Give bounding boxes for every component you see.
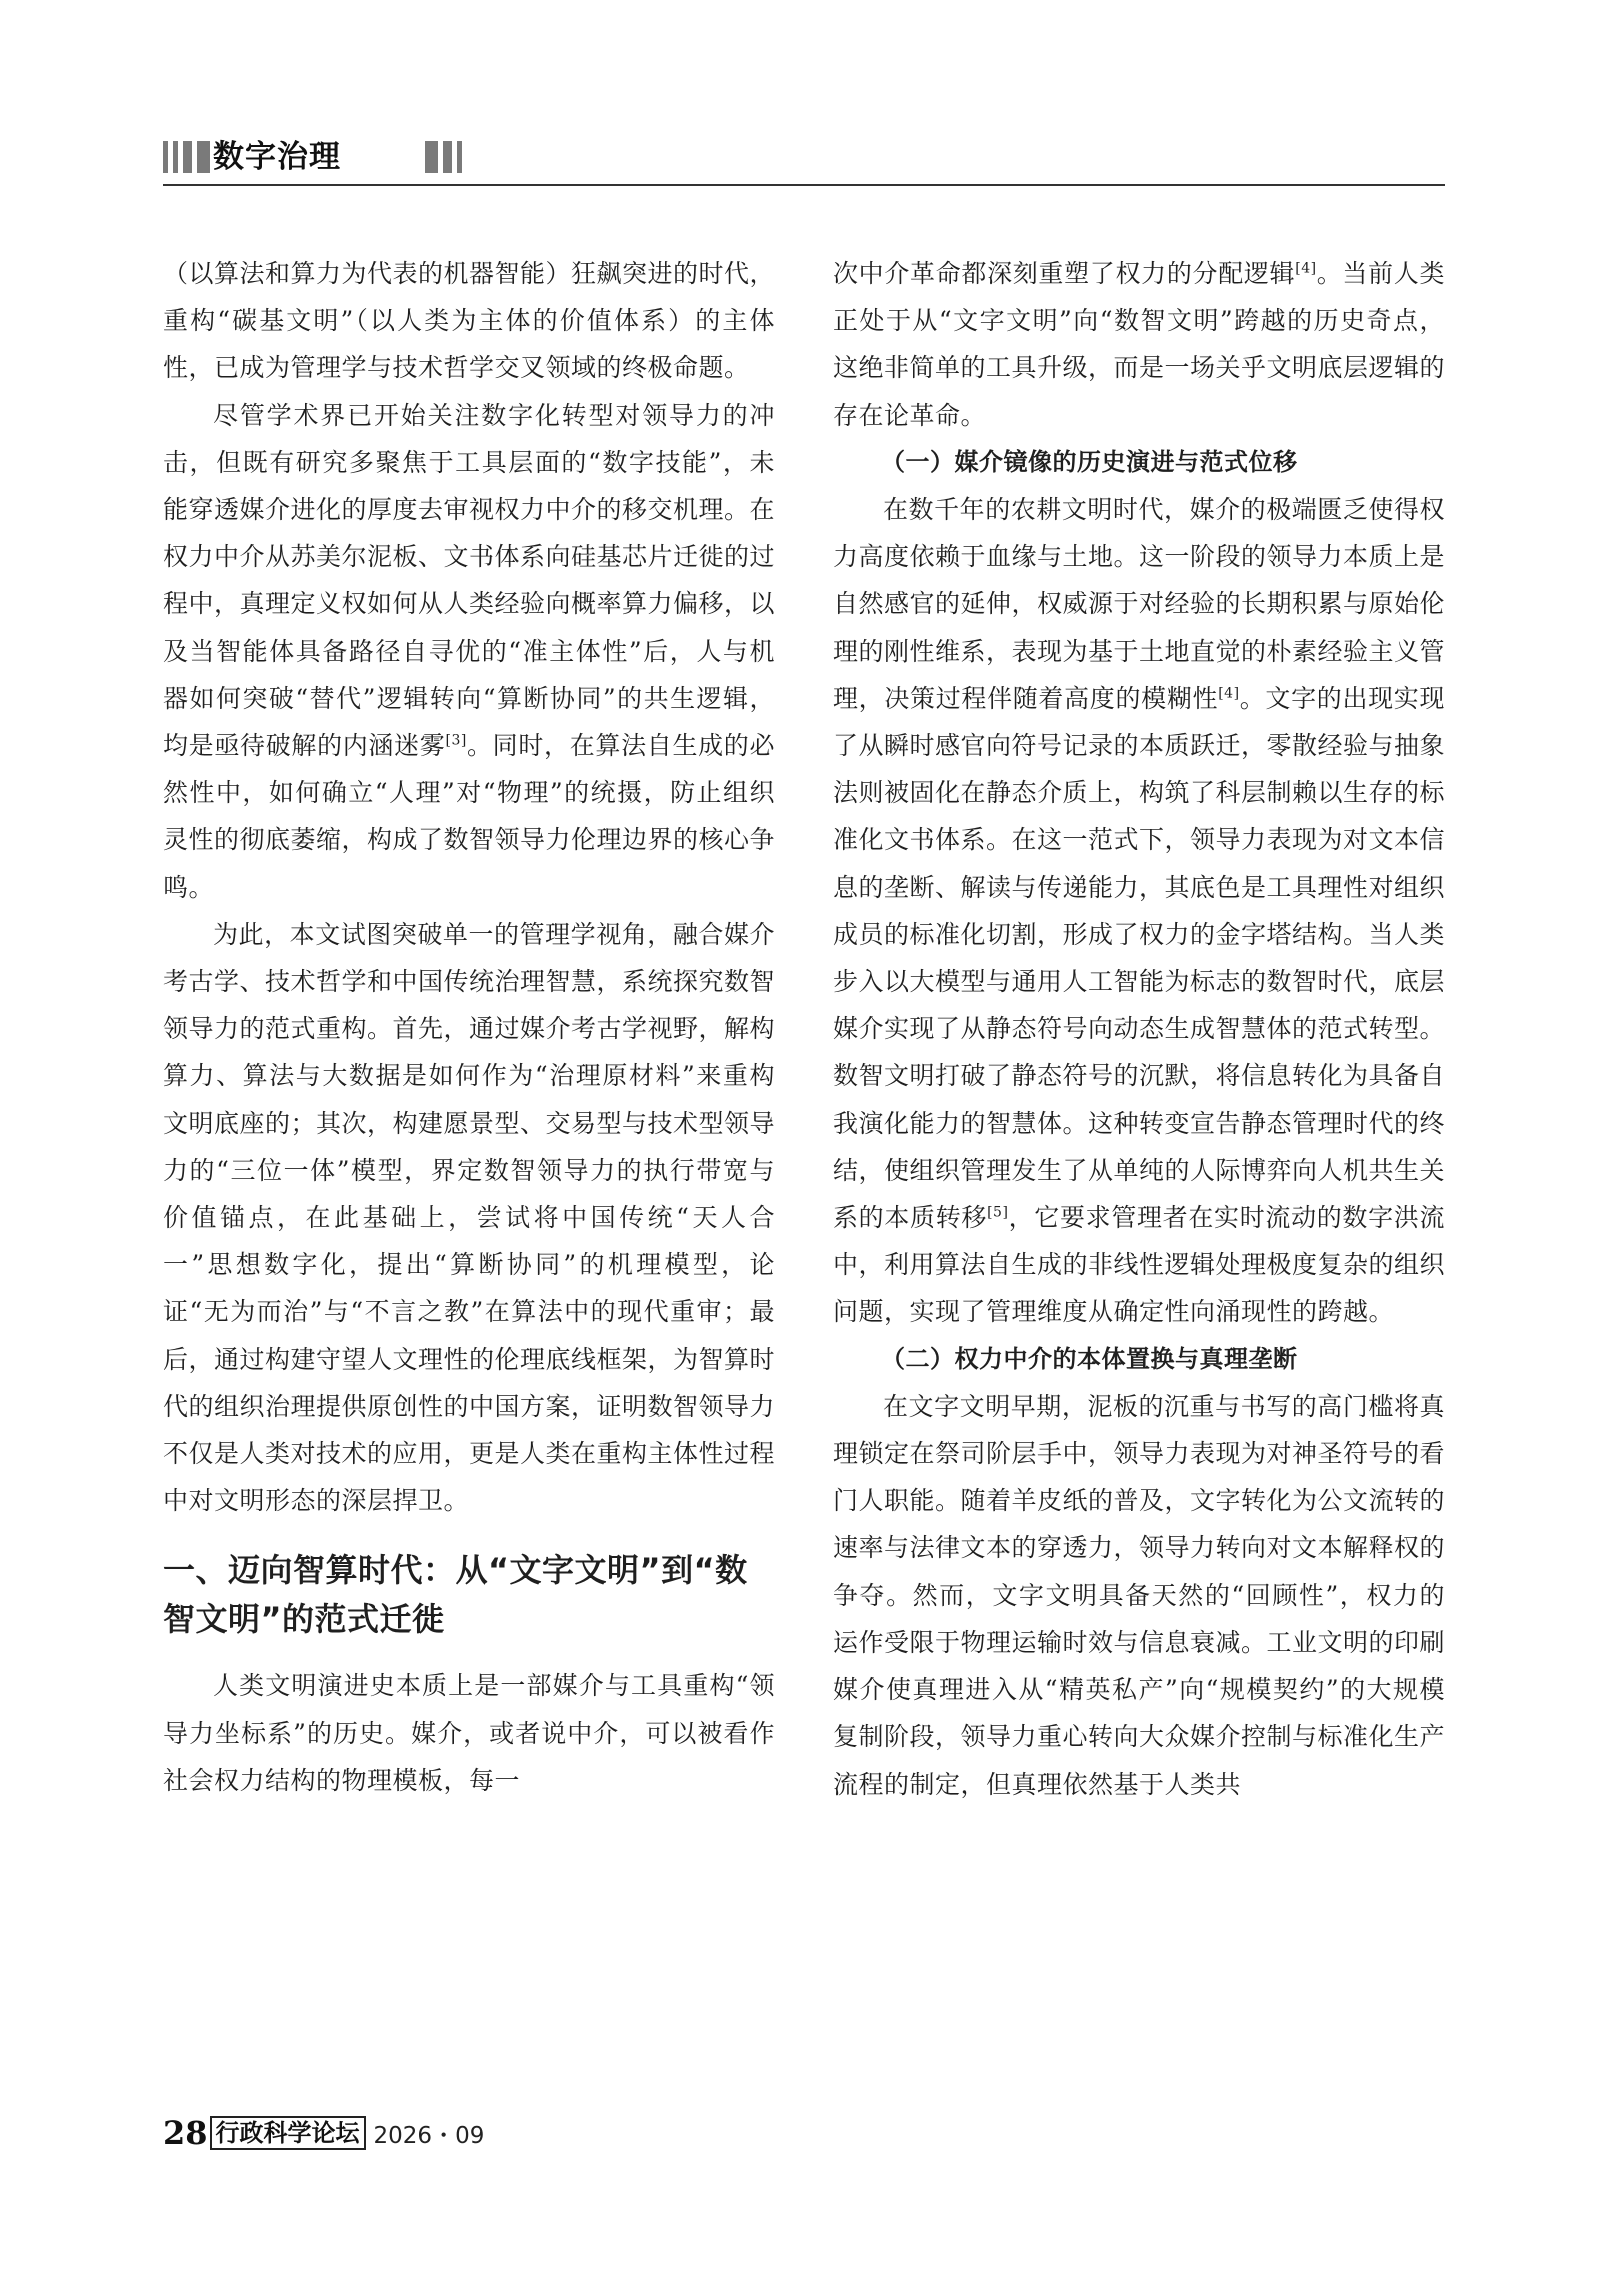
paragraph: 人类文明演进史本质上是一部媒介与工具重构“领导力坐标系”的历史。媒介，或者说中介，可以被看作社会权力结构的物理模板，每一 bbox=[163, 1671, 775, 1795]
paragraph-text: ，它要求管理者在实时流动的数字洪流中，利用算法自生成的非线性逻辑处理极度复杂的组织问题，实现了管理维度从确定性向涌现性的跨越。 bbox=[833, 1203, 1446, 1327]
paragraph: （以算法和算力为代表的机器智能）狂飙突进的时代，重构“碳基文明”（以人类为主体的价值体系）的主体性，已成为管理学与技术哲学交叉领域的终极命题。 bbox=[163, 259, 776, 383]
issue-label: 2026・09 bbox=[373, 2122, 485, 2149]
header-bar bbox=[197, 141, 210, 173]
citation-ref: [4] bbox=[1295, 260, 1317, 277]
citation-ref: [5] bbox=[987, 1204, 1009, 1221]
paragraph-text: 尽管学术界已开始关注数字化转型对领导力的冲击，但既有研究多聚焦于工具层面的“数字技能”，未能穿透媒介进化的厚度去审视权力中介的移交机理。在权力中介从苏美尔泥板、文书体系向硅基芯片迁徙的过程中，真理定义权如何从人类经验向概率算力偏移，以及当智能体具备路径自寻优的“准主体性”后，人与机器如何突破“替代”逻辑转向“算断协同”的共生逻辑，均是亟待破解的内涵迷雾 bbox=[163, 400, 776, 761]
section-label: 数字治理 bbox=[213, 139, 341, 175]
paragraph: 在文字文明早期，泥板的沉重与书写的高门槛将真理锁定在祭司阶层手中，领导力表现为对神圣符号的看门人职能。随着羊皮纸的普及，文字转化为公文流转的速率与法律文本的穿透力，领导力转向对文本解释权的争夺。然而，文字文明具备天然的“回顾性”，权力的运作受限于物理运输时效与信息衰减。工业文明的印刷媒介使真理进入从“精英私产”向“规模契约”的大规模复制阶段，领导力重心转向大众媒介控制与标准化生产流程的制定，但真理依然基于人类共 bbox=[833, 1391, 1446, 1799]
subsection-heading: （一）媒介镜像的历史演进与范式位移 bbox=[881, 447, 1298, 476]
page-number: 28 bbox=[163, 2114, 208, 2152]
header-bar bbox=[173, 141, 178, 173]
page-footer bbox=[163, 2111, 484, 2155]
header-bar bbox=[425, 141, 438, 173]
paragraph bbox=[833, 250, 1445, 439]
header-bar bbox=[457, 141, 462, 173]
header-decoration-right bbox=[425, 141, 462, 173]
paragraph-text: 。文字的出现实现了从瞬时感官向符号记录的本质跃迁，零散经验与抽象法则被固化在静态介质上，构筑了科层制赖以生存的标准化文书体系。在这一范式下，领导力表现为对文本信息的垄断、解读与传递能力，其底色是工具理性对组织成员的标准化切割，形成了权力的金字塔结构。当人类步入以大模型与通用人工智能为标志的数智时代，底层媒介实现了从静态符号向动态生成智慧体的范式转型。数智文明打破了静态符号的沉默，将信息转化为具备自我演化能力的智慧体。这种转变宣告静态管理时代的终结，使组织管理发生了从单纯的人际博弈向人机共生关系的本质转移 bbox=[833, 683, 1446, 1233]
header-bar bbox=[443, 141, 452, 173]
paragraph: 为此，本文试图突破单一的管理学视角，融合媒介考古学、技术哲学和中国传统治理智慧，系统探究数智领导力的范式重构。首先，通过媒介考古学视野，解构算力、算法与大数据是如何作为“治理原材料”来重构文明底座的；其次，构建愿景型、交易型与技术型领导力的“三位一体”模型，界定数智领导力的执行带宽与价值锚点，在此基础上，尝试将中国传统“天人合一”思想数字化，提出“算断协同”的机理模型，论证“无为而治”与“不言之教”在算法中的现代重审；最后，通过构建守望人文理性的伦理底线框架，为智算时代的组织治理提供原创性的中国方案，证明数智领导力不仅是人类对技术的应用，更是人类在重构主体性过程中对文明形态的深层捍卫。 bbox=[163, 919, 776, 1516]
paragraph-text: 在数千年的农耕文明时代，媒介的极端匮乏使得权力高度依赖于血缘与土地。这一阶段的领导力本质上是自然感官的延伸，权威源于对经验的长期积累与原始伦理的刚性维系，表现为基于土地直觉的朴素经验主义管理，决策过程伴随着高度的模糊性 bbox=[833, 495, 1446, 713]
running-header bbox=[163, 135, 1445, 179]
header-bar bbox=[183, 141, 192, 173]
paragraph-text: 次中介革命都深刻重塑了权力的分配逻辑 bbox=[833, 259, 1296, 288]
paragraph bbox=[163, 392, 775, 911]
citation-ref: [3] bbox=[445, 732, 467, 749]
paragraph-text: 。同时，在算法自生成的必然性中，如何确立“人理”对“物理”的统摄，防止组织灵性的彻底萎缩，构成了数智领导力伦理边界的核心争鸣。 bbox=[163, 731, 776, 902]
paragraph-text: 。当前人类正处于从“文字文明”向“数智文明”跨越的历史奇点，这绝非简单的工具升级，而是一场关乎文明底层逻辑的存在论革命。 bbox=[833, 259, 1446, 430]
header-rule bbox=[163, 184, 1445, 186]
journal-name: 行政科学论坛 bbox=[210, 2116, 366, 2150]
citation-ref: [4] bbox=[1218, 685, 1240, 702]
header-decoration-left bbox=[163, 141, 210, 173]
left-column bbox=[163, 250, 775, 1804]
subsection-heading: （二）权力中介的本体置换与真理垄断 bbox=[881, 1344, 1298, 1373]
section-heading: 一、迈向智算时代：从“文字文明”到“数智文明”的范式迁徙 bbox=[163, 1551, 748, 1639]
paragraph bbox=[833, 486, 1445, 1336]
header-bar bbox=[163, 141, 168, 173]
right-column bbox=[833, 250, 1445, 1808]
